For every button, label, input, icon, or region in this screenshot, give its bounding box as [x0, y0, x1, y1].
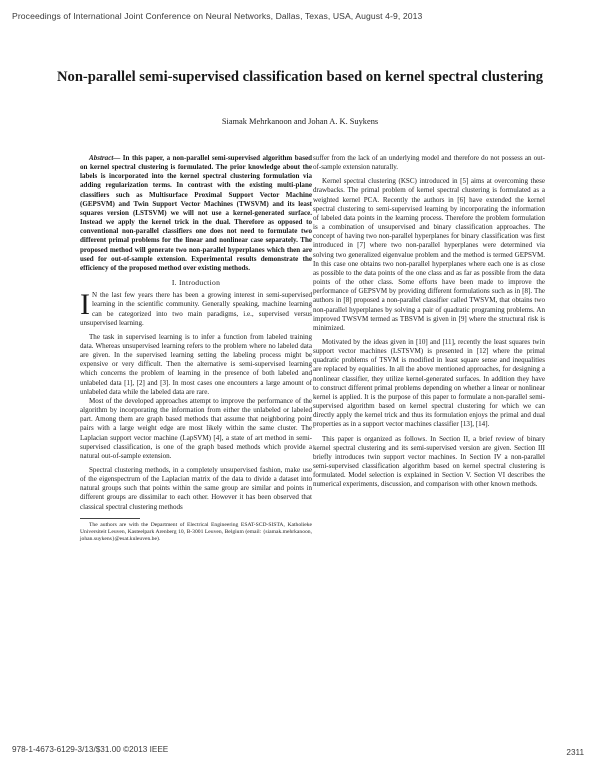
conference-header: Proceedings of International Joint Conference on Neural Networks, Dallas, Texas, USA, August 4-9, 2013 [12, 11, 423, 21]
intro-paragraph-4: Spectral clustering methods, in a completely unsupervised fashion, make use of the eigenspectrum of the Laplacian matrix of the data to divide a dataset into natural groups such that points within the same group are similar and points in different groups are dissimilar to each other. However it has been observed that classical spectral clustering methods [80, 466, 312, 511]
abstract-text: In this paper, a non-parallel semi-supervised algorithm based on kernel spectral clustering is formulated. The prior knowledge about the labels is incorporated into the kernel spectral clustering formulation via adding regularization terms. In contrast with the existing multi-plane classifiers such as Multisurface Proximal Support Vector Machine (GEPSVM) and Twin Support Vector Machines (TWSVM) and its least squares version (LSTSVM) we will not use a kernel-generated surface. Instead we apply the kernel trick in the dual. Therefore as opposed to conventional non-parallel classifiers one does not need to formulate two different primal problems for the linear and nonlinear case separately. The proposed method will generate two non-parallel hyperplanes which then are used for out-of-sample extension. Experimental results demonstrate the efficiency of the proposed method over existing methods. [80, 154, 312, 272]
author-list: Siamak Mehrkanoon and Johan A. K. Suykens [221, 117, 379, 126]
copyright-footer: 978-1-4673-6129-3/13/$31.00 ©2013 IEEE [12, 745, 169, 754]
drop-cap: I [80, 288, 90, 322]
left-column [80, 154, 312, 543]
intro-paragraph-5: Kernel spectral clustering (KSC) introduced in [5] aims at overcoming these drawbacks. The primal problem of kernel spectral clustering is formulated as a weighted kernel PCA. Recently the authors in [6] have extended the kernel spectral clustering to semi-supervised learning by incorporating the information of labeled data points in the learning process. Therefore the problem formulation is a combination of unsupervised and binary classification approaches. The concept of having two non-parallel hyperplanes for binary classification was first introduced in [7] where two non-parallel hyperplanes were determined via solving two generalized eigenvalue problem and the method is termed GEPSVM. In this case one obtains two non-parallel hyperplanes where each one is as close as possible to the data points of the one class and as far as possible from the data points of the other class. Some efforts have been made to improve the performance of GEPSVM by providing different formulations such as in [8]. The authors in [8] proposed a non-parallel classifier called TWSVM, that obtains two non-parallel hyperplanes by solving a pair of quadratic programing problems. An improved TWSVM termed as TBSVM is given in [9] where the structural risk is minimized. [313, 177, 545, 332]
intro-paragraph-6: Motivated by the ideas given in [10] and [11], recently the least squares twin support vector machines (LSTSVM) is presented in [12] where the primal quadratic problems of TSVM is modified in least square sense and inequalities are replaced by equalities. In all the above mentioned approaches, for designing a nonlinear classifier, they utilize kernel-generated surfaces. In addition they have to construct different primal problems depending on whether a linear or nonlinear kernel is applied. It is the purpose of this paper to formulate a non-parallel semi-supervised algorithm based on kernel spectral clustering for which we can directly apply the kernel trick and thus its formulation enjoys the primal and dual properties as in a support vector machines classifier [13], [14]. [313, 337, 545, 429]
intro-paragraph-3: Most of the developed approaches attempt to improve the performance of the algorithm by incorporating the information from either the unlabeled or labeled part. Among them are graph based methods that assume that neighboring point pairs with a large weight edge are most likely within the same cluster. The Laplacian support vector machine (LapSVM) [4], a state of art method in semi-supervised classification, is one of the graph based methods which provide a natural out-of-sample extension. [80, 396, 312, 460]
intro-paragraph-4-continued: suffer from the lack of an underlying model and therefore do not possess an out-of-sample extension naturally. [313, 154, 545, 172]
intro-paragraph-1-text: N the last few years there has been a growing interest in semi-supervised learning in the scientific community. Generally speaking, machine learning can be categorized into two main paradigms, i.e., supervised versus unsupervised learning. [80, 291, 312, 327]
author-footnote: The authors are with the Department of Electrical Engineering ESAT-SCD-SISTA, Katholieke Universiteit Leuven, Kasteelpark Arenberg 10, B-3001 Leuven, Belgium (email: {siamak.mehrkanoon, johan.suykens}@esat.kuleuven.be). [80, 521, 312, 542]
intro-paragraph-2: The task in supervised learning is to infer a function from labeled training data. Whereas unsupervised learning refers to the problem where no labeled data are given. In the supervised learning setting the labeling process might be expensive or very difficult. Then the alternative is semi-supervised learning which concerns the problem of learning in the presence of both labeled and unlabeled data [1], [2] and [3]. In most cases one encounters a large amount of unlabeled data while the labeled data are rare. [80, 332, 312, 396]
intro-paragraph-7: This paper is organized as follows. In Section II, a brief review of binary kernel spectral clustering and its semi-supervised version are given. Section III briefly introduces twin support vector machines. In Section IV a non-parallel semi-supervised classification algorithm based on kernel spectral clustering is formulated. Model selection is explained in Section V. Section VI describes the numerical experiments, discussion, and comparison with other known methods. [313, 434, 545, 489]
section-heading-introduction: I. Introduction [171, 278, 221, 288]
paper-title: Non-parallel semi-supervised classification based on kernel spectral clustering [56, 69, 544, 85]
footnote-divider [80, 518, 140, 519]
intro-paragraph-1 [80, 288, 312, 328]
page-number: 2311 [566, 748, 584, 757]
abstract-label: Abstract— [89, 154, 121, 162]
right-column [313, 154, 545, 489]
abstract [80, 154, 312, 273]
